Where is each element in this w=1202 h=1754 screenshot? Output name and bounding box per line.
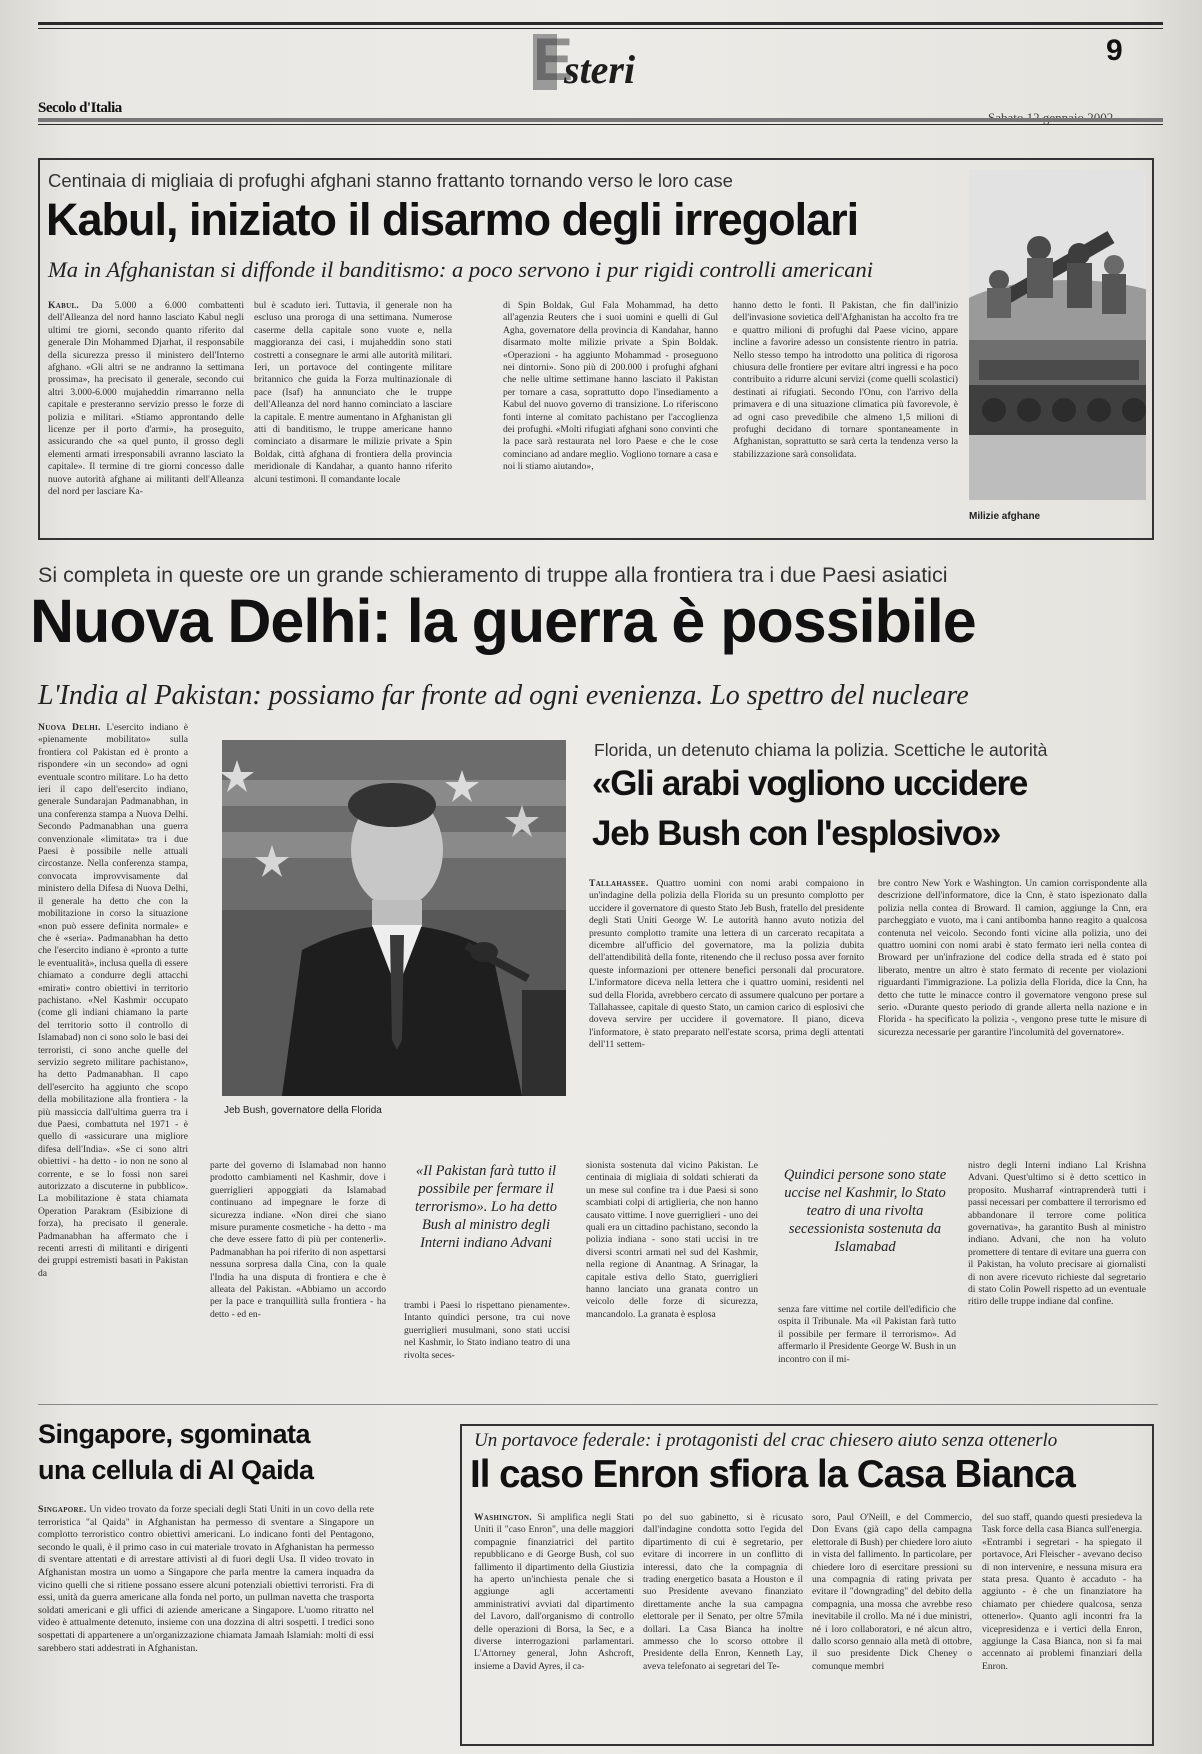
delhi-subheadline: L'India al Pakistan: possiamo far fronte ad ogni evenienza. Lo spettro del nucleare [38,680,969,711]
kabul-kicker: Centinaia di migliaia di profughi afghani stanno frattanto tornando verso le loro case [48,170,733,191]
section-title: steri [564,47,636,92]
kabul-column-1-text: Da 5.000 a 6.000 combattenti dell'Alleanza del nord hanno lasciato Kabul negli ultimi tre giorni, secondo quanto riferito dal generale Din Mohammed Djarhat, il responsabile della sicurezza presso il ministero dell'Interno afghano. «Gli altri se ne andranno la settimana prossima», ha precisato il generale, secondo cui altri 3.000-6.000 mujaheddin rimarranno nella capitale e presteranno servizio presso le forze di polizia e militari. «Stiamo approntando delle licenze per il porto d'armi», ha proseguito, assicurando che «a quel punto, il grosso degli elementi armati irresponsabili avranno lasciato la capitale». Il termine di tre giorni concesso dalle nuove autorità afghane ai militanti dell'Alleanza del nord per lasciare Ka- [48,300,244,498]
delhi-column-2 [210,1160,386,1382]
masthead-rule-thin [38,124,1163,125]
delhi-column-3 [404,1300,570,1380]
enron-column-2-text: po del suo gabinetto, si è ricusato dall'indagine condotta sotto l'egida del dipartimento di cui è segretario, per evitare di incorrere in un conflitto di interessi, dato che la compagnia di trading energetico basata a Houston e il suo Presidente avevano finanziato direttamente anche la sua campagna elettorale per il Senato, per oltre 57mila dollari. La Casa Bianca ha inoltre ammesso che lo scorso ottobre il Presidente della Enron, Kenneth Lay, aveva telefonato ai segretari del Te- [643,1512,803,1672]
kabul-headline: Kabul, iniziato il disarmo degli irregolari [46,194,859,245]
kabul-subheadline: Ma in Afghanistan si diffonde il banditismo: a poco servono i pur rigidi controlli americani [48,257,873,282]
kabul-column-1 [48,300,244,522]
enron-column-3 [812,1512,972,1734]
paper-name: Secolo d'Italia [38,100,122,116]
bush-kicker: Florida, un detenuto chiama la polizia. Scettiche le autorità [594,740,1048,760]
masthead-rule [38,118,1163,122]
enron-headline: Il caso Enron sfiora la Casa Bianca [470,1453,1075,1496]
delhi-column-4-text: sionista sostenuta dal vicino Pakistan. Le centinaia di migliaia di soldati schierati da un mese sul confine tra i due Paesi si sono scambiati colpi di artiglieria, che non hanno causato vittime. I nove guerriglieri - uno dei quali era un cittadino pachistano, secondo la polizia indiana - sono stati uccisi in tre diversi scontri armati nel sud del Kashmir, nella regione di Anantnag. A Srinagar, la capitale estiva dello Stato, guerriglieri hanno lanciato una granata contro un veicolo delle forze di sicurezza, mancandolo. La granata è esplosa [586,1160,758,1320]
kabul-column-3 [503,300,718,522]
kabul-column-2 [254,300,452,522]
delhi-column-6 [968,1160,1146,1382]
delhi-column-1-text: L'esercito indiano è «pienamente mobilitato» sulla frontiera col Pakistan ed è pronto a rispondere «in un secondo» ad ogni eventuale scontro militare. Lo ha detto ieri il capo dell'esercito indiano, generale Sundarajan Padmanabhan, in una conferenza stampa a Nuova Delhi. Secondo Padmanabhan una guerra convenzionale «limitata» tra i due Paesi è possibile nelle attuali circostanze. Nella conferenza stampa, convocata improvvisamente dal ministero della Difesa di Nuova Delhi, il generale ha detto che con la mobilitazione in corso la situazione «non può essere definita normale» e che è «seria». Padmanabhan ha detto che l'esercito indiano è «pronto a tutte le eventualità», inclusa quella di essere chiamato a condurre degli attacchi «mirati» contro obiettivi in territorio pachistano. «Nel Kashmir occupato (come gli indiani chiamano la parte del territorio sotto il controllo di Islamabad) non ci sono solo le basi dei terroristi, ci sono anche quelle del servizio segreto militare pachistano», ha detto Padmanabhan. Il capo dell'esercito ha aggiunto che scopo della mobilitazione alla frontiera - la più massiccia dall'ultima guerra tra i due Paesi, combattuta nel 1971 - è quello di «assicurare una migliore difesa dell'India». «Se ci sono altri obiettivi - ha detto - io non ne sono al corrente, e se lo fossi non sarei autorizzato a discuterne in pubblico». La mobilitazione è stata chiamata Operation Parakram (Esibizione di forza), ha precisato il generale. Padmanabhan ha affermato che i recenti arresti di militanti e dirigenti dei gruppi estremisti basati in Pakistan da [38,722,188,1279]
enron-column-4 [982,1512,1142,1734]
delhi-column-3-text: trambi i Paesi lo rispettano pienamente». Intanto quindici persone, tra cui nove guerriglieri musulmani, sono stati uccisi nel Kashmir, lo Stato indiano teatro di una rivolta seces- [404,1300,570,1361]
singapore-body-text: Un video trovato da forze speciali degli Stati Uniti in un covo della rete terroristica "al Qaida" in Afghanistan ha permesso di sventare a Singapore un complotto terroristico contro obiettivi americani. Lo indicano fonti del Pentagono, secondo le quali, è il primo caso in cui materiale trovato in Afghanistan ha permesso di sventare attentati e di arrestare attivisti al di fuori degli Usa. Il video trovato in Afghanistan mostra un uomo a Singapore che parla mentre la camera inquadra da vicino quelli che si ritiene possano essere alcuni potenziali obiettivi terroristi. Fra di essi, unità da guerra americane alla fonda nel porto, un pullman navetta che trasporta soldati americani e gli uffici di aziende americane a Singapore. L'uomo ritratto nel video è attualmente detenuto, insieme con una dozzina di altri sospetti. I tredici sono sospettati di appartenere a un'organizzazione chiamata Jamaah Islamiah: molti di essi sarebbero stati addestrati in Afghanistan. [38,1504,374,1654]
delhi-column-2-text: parte del governo di Islamabad non hanno prodotto cambiamenti nel Kashmir, dove i guerriglieri appoggiati da Islamabad continuano ad impegnare le forze di sicurezza indiane. «Non direi che siano misure puramente cosmetiche - ha detto - ma che deve essere fatto di più per contenerli». Padmanabhan ha poi riferito di non aspettarsi nessuna sorpresa dalla Cina, con la quale l'India ha una disputa di frontiera e che è alleata del Pakistan. «Abbiamo un accordo per la pace e tranquillità sulla frontiera - ha detto - ed en- [210,1160,386,1320]
kabul-column-2-text: bul è scaduto ieri. Tuttavia, il generale non ha escluso una proroga di una settimana. Numerose caserme della capitale sono vuote e, nella maggioranza dei casi, i mujaheddin sono stati costretti a consegnare le armi alle autorità militari. Ieri, un portavoce del contingente militare britannico che guida la Forza multinazionale di pace (Isaf) ha annunciato che le truppe dell'Alleanza del nord hanno cominciato a lasciare la capitale. E mentre aumentano in Afghanistan gli atti di banditismo, le truppe americane hanno cominciato a disarmare le milizie private a Spin Boldak, città afghana di frontiera della provincia meridionale di Kandahar, a quanto hanno riferito alcuni testimoni. Il comandante locale [254,300,452,485]
enron-column-1 [474,1512,634,1734]
delhi-dateline: Nuova Delhi. [38,722,101,733]
kabul-photo-caption: Milizie afghane [969,511,1041,522]
enron-column-3-text: soro, Paul O'Neill, e del Commercio, Don Evans (già capo della campagna elettorale di Bush) per chiedere loro aiuto in vista del fallimento. In particolare, per chiedere loro di esercitare pressioni su una compagnia di rating privata per evitare il "downgrading" del debito della compagnia, una mossa che avrebbe reso inevitabile il crollo. Ma né i due ministri, né i loro collaboratori, e né alcun altro, dallo scorso gennaio alla metà di ottobre, il suo presidente Dick Cheney o comunque membri [812,1512,972,1672]
jeb-bush-photo [222,740,566,1096]
enron-kicker: Un portavoce federale: i protagonisti del crac chiesero aiuto senza ottenerlo [474,1430,1058,1451]
jeb-bush-photo-caption: Jeb Bush, governatore della Florida [224,1105,382,1116]
militia-tank-image [969,170,1146,500]
delhi-column-6-text: nistro degli Interni indiano Lal Krishna Advani. Quest'ultimo si è detto scettico in proposito. Musharraf «intraprenderà tutti i passi necessari per combattere il terrorismo ed abbandonare il terrore come politica governativa», ha garantito Bush al ministro indiano. Advani, che non ha voluto promettere di tentare di evitare una guerra con il Pakistan, ha voluto precisare ai giornalisti di non avere ricevuto richieste dal segretario di stato Colin Powell rispetto ad un eventuale ritiro delle truppe indiane dal confine. [968,1160,1146,1308]
singapore-headline-line-1: Singapore, sgominata [38,1419,311,1449]
enron-column-4-text: del suo staff, quando questi presiedeva la Task force della casa Bianca sull'energia. «Entrambi i segretari - ha spiegato il portavoce, Ari Fleischer - avevano deciso di non intervenire, e nessuna misura era stata presa. Quanto è accaduto - ha aggiunto - è che un finanziatore ha chiamato per chiedere qualcosa, senza ottenerlo». Quanto agli incontri fra la vicepresidenza e i vertici della Enron, aggiunge la Casa Bianca, non si fa mai accennato ai problemi finanziari della Enron. [982,1512,1142,1672]
delhi-pull-quote-2: Quindici persone sono state uccise nel Kashmir, lo Stato teatro di una rivolta secessionista sostenuta da Islamabad [783,1167,947,1255]
enron-column-1-text: Si amplifica negli Stati Uniti il "caso Enron", una delle maggiori compagnie finanziatrici del partito repubblicano e di George Bush, col suo fallimento il dipartimento della Giustizia ha aperto un'inchiesta penale che si aggiunge agli accertamenti amministrativi avviati dal dipartimento del Lavoro, dall'organismo di controllo delle operazioni di Borsa, la Sec, e a diverse interrogazioni parlamentari. L'Attorney general, John Ashcroft, insieme a David Ayres, il ca- [474,1512,634,1672]
bush-dateline: Tallahassee. [589,878,649,889]
top-rule [38,22,1163,25]
bush-column-2 [878,878,1147,1132]
enron-dateline: Washington. [474,1512,532,1523]
section-letter: E [533,26,574,93]
bush-headline-line-1: «Gli arabi vogliono uccidere [592,764,1028,803]
bush-column-2-text: bre contro New York e Washington. Un camion corrispondente alla descrizione dell'informatore, dice la Cnn, è stato ispezionato dalla polizia nella contea di Broward. Il camion, aggiunge la Cnn, era parcheggiato e vuoto, ma i cani antibomba hanno reagito a qualcosa contenuta nel veicolo. Secondo fonti vicine alla polizia, uno dei quattro uomini con nomi arabi è stato fermato ieri nella contea di Broward per un'infrazione del codice della strada ed è stato poi liberato, mentre un altro è stato fermato di recente per violazioni riguardanti l'immigrazione. La polizia della Florida, dice la Cnn, ha detto che tutte le minacce contro il governatore vengono prese sul serio. «Durante questo periodo di grande allerta nella nazione e in Florida - ha specificato la polizia -, vengono prese tutte le misure di sicurezza necessarie per garantire l'incolumità del governatore». [878,878,1147,1038]
bottom-divider [38,1404,1158,1405]
singapore-dateline: Singapore. [38,1504,87,1515]
bush-headline-line-2: Jeb Bush con l'esplosivo» [592,814,1001,853]
jeb-bush-image [222,740,566,1096]
page-number: 9 [1106,34,1123,67]
kabul-dateline: Kabul. [48,300,80,311]
kabul-column-4-text: hanno detto le fonti. Il Pakistan, che fin dall'inizio dell'invasione sovietica dell'Afghanistan ha accolto fra tre e quattro milioni di profughi dal Paese vicino, appare incline a favorire adesso un consistente rientro in patria. Nello stesso tempo ha introdotto una politica di rigorosa chiusura delle frontiere per evitare altri ingressi e ha poco contribuito a ridurre alcuni servizi (come quelli scolastici) destinati ai rifugiati. Secondo l'Onu, con l'arrivo della primavera e di una situazione climatica più favorevole, è ad ogni caso prevedibile che almeno 1,5 milioni di profughi decidano di tornare spontaneamente in Afghanistan, soprattutto se sarà certa la tendenza verso la stabilizzazione sarà consolidata. [733,300,958,460]
top-rule-thin [38,28,1163,29]
delhi-kicker: Si completa in queste ore un grande schieramento di truppe alla frontiera tra i due Paesi asiatici [38,563,948,587]
singapore-body [38,1504,374,1738]
bush-column-1 [589,878,864,1132]
delhi-column-4 [586,1160,758,1382]
enron-column-2 [643,1512,803,1734]
kabul-photo [969,170,1146,500]
bush-column-1-text: Quattro uomini con nomi arabi compaiono in un'indagine della polizia della Florida su un presunto complotto per uccidere il governatore di questo Stato Jeb Bush, fratello del presidente degli Stati Uniti George W. Le autorità hanno avuto notizia del presunto complotto tramite una lettera di un carcerato recapitata a dicembre all'ufficio del governatore, ma la polizia dubita dell'attendibilità della fonte, ritenendo che il recluso possa aver fornito queste informazioni per ottenere benefici personali dal procuratore. L'informatore diceva nella lettera che i quattro uomini, residenti nel sud della Florida, avrebbero cercato di assumere qualcuno per portare a Tallahassee, capitale di questo Stato, un camion carico di esplosivi che doveva servire per uccidere il governatore. Il piano, diceva l'informatore, è stato preparato nell'estate scorsa, prima degli attentati dell'11 settem- [589,878,864,1051]
kabul-column-4 [733,300,958,522]
singapore-headline-line-2: una cellula di Al Qaida [38,1455,314,1485]
delhi-pull-quote-1: «Il Pakistan farà tutto il possibile per fermare il terrorismo». Lo ha detto Bush al ministro degli Interni indiano Advani [414,1163,558,1251]
delhi-column-5-text: senza fare vittime nel cortile dell'edificio che ospita il Tribunale. Ma «il Pakistan farà tutto il possibile per fermare il terrorismo». Ad affermarlo il Presidente George W. Bush in un incontro con il mi- [778,1304,956,1365]
delhi-column-1 [38,722,188,1382]
delhi-headline: Nuova Delhi: la guerra è possibile [30,587,976,655]
kabul-column-3-text: di Spin Boldak, Gul Fala Mohammad, ha detto all'agenzia Reuters che i suoi uomini e quelli di Gul Agha, governatore della provincia di Kandahar, hanno disarmato molte milizie private a Spin Boldak. «Operazioni - ha aggiunto Mohammad - proseguono nei dintorni». Sono più di 200.000 i profughi afghani che nelle ultime settimane hanno lasciato il Pakistan per tornare a casa, soprattutto dopo l'insediamento a Kabul del nuovo governo di transizione. Lo riferiscono fonti interne al comitato pachistano per l'accoglienza dei profughi. «Molti rifugiati afghani sono convinti che la pace sarà restaurata nel loro Paese e che le cose cominciano ad andare meglio. Vogliono tornare a casa e noi li stiamo aiutando», [503,300,718,473]
delhi-column-5 [778,1304,956,1382]
